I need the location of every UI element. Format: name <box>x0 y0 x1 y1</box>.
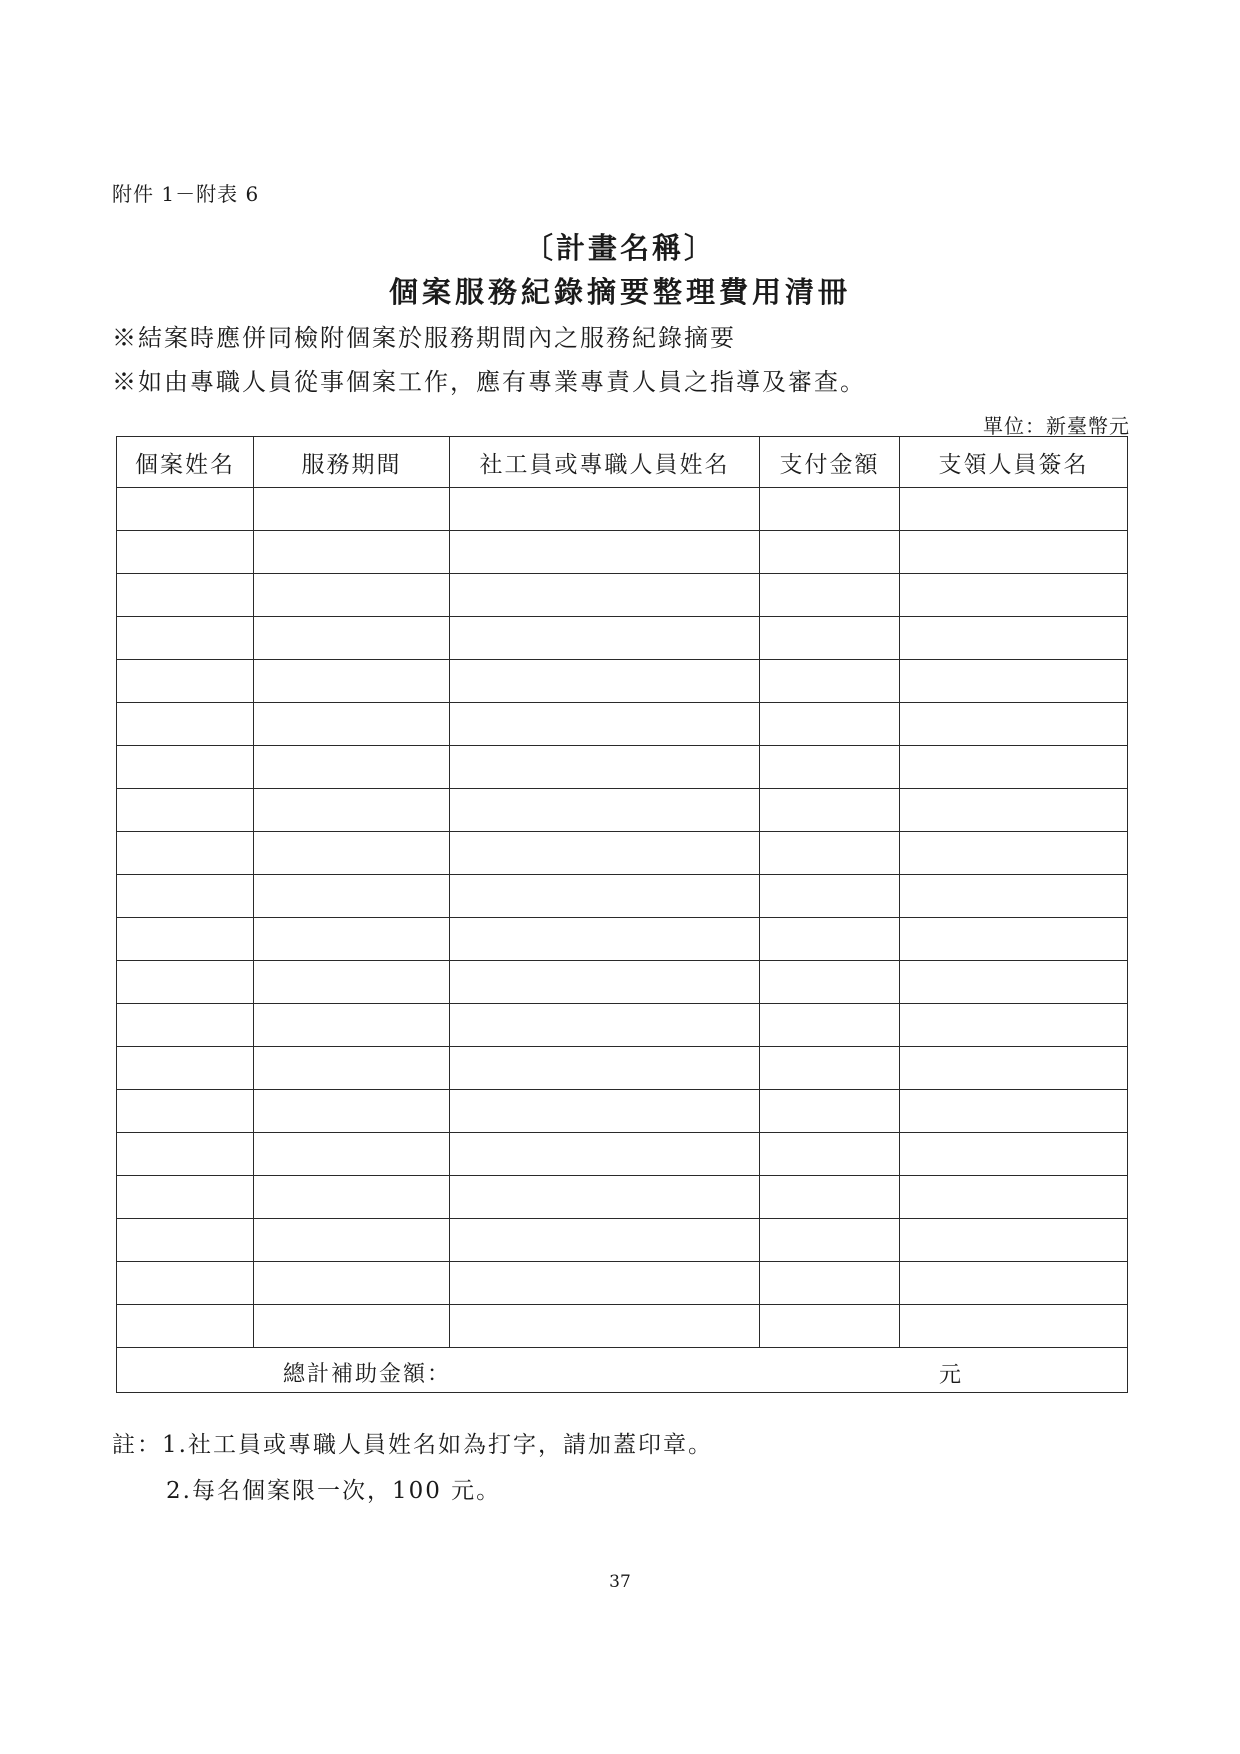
total-label: 總計補助金額： <box>283 1362 452 1387</box>
payment-amount-cell[interactable] <box>760 1047 900 1090</box>
footnote: 2.每名個案限一次，100 元。 <box>166 1478 502 1504</box>
signature-cell[interactable] <box>900 875 1128 918</box>
table-header-row <box>117 437 1128 488</box>
payment-amount-cell[interactable] <box>760 1090 900 1133</box>
service-period-cell[interactable] <box>254 617 450 660</box>
attachment-label: 附件 1－附表 6 <box>112 182 260 206</box>
case-name-cell[interactable] <box>117 961 254 1004</box>
payment-amount-cell[interactable] <box>760 703 900 746</box>
staff-name-cell[interactable] <box>450 1004 760 1047</box>
project-title: 〔計畫名稱〕 <box>523 231 716 265</box>
table-row <box>117 1090 1128 1133</box>
service-period-cell[interactable] <box>254 488 450 531</box>
signature-cell[interactable] <box>900 918 1128 961</box>
staff-name-cell[interactable] <box>450 488 760 531</box>
case-name-cell[interactable] <box>117 918 254 961</box>
table-row <box>117 789 1128 832</box>
table-row <box>117 1305 1128 1348</box>
case-name-cell[interactable] <box>117 746 254 789</box>
service-period-cell[interactable] <box>254 1305 450 1348</box>
table-row <box>117 1133 1128 1176</box>
service-period-cell[interactable] <box>254 660 450 703</box>
signature-cell[interactable] <box>900 832 1128 875</box>
payment-amount-cell[interactable] <box>760 746 900 789</box>
payment-amount-cell[interactable] <box>760 1133 900 1176</box>
staff-name-cell[interactable] <box>450 1047 760 1090</box>
signature-cell[interactable] <box>900 703 1128 746</box>
payment-amount-cell[interactable] <box>760 789 900 832</box>
signature-cell[interactable] <box>900 488 1128 531</box>
column-header-payment-amount: 支付金額 <box>760 437 900 488</box>
payment-amount-cell[interactable] <box>760 660 900 703</box>
case-name-cell[interactable] <box>117 1047 254 1090</box>
table-row <box>117 531 1128 574</box>
staff-name-cell[interactable] <box>450 918 760 961</box>
service-period-cell[interactable] <box>254 746 450 789</box>
table-row <box>117 660 1128 703</box>
case-name-cell[interactable] <box>117 1176 254 1219</box>
column-header-staff-name: 社工員或專職人員姓名 <box>450 437 760 488</box>
payment-amount-cell[interactable] <box>760 488 900 531</box>
service-period-cell[interactable] <box>254 1133 450 1176</box>
staff-name-cell[interactable] <box>450 531 760 574</box>
payment-amount-cell[interactable] <box>760 961 900 1004</box>
payment-amount-cell[interactable] <box>760 617 900 660</box>
service-period-cell[interactable] <box>254 1047 450 1090</box>
payment-amount-cell[interactable] <box>760 574 900 617</box>
service-period-cell[interactable] <box>254 1176 450 1219</box>
case-name-cell[interactable] <box>117 1133 254 1176</box>
signature-cell[interactable] <box>900 961 1128 1004</box>
service-period-cell[interactable] <box>254 1004 450 1047</box>
payment-amount-cell[interactable] <box>760 875 900 918</box>
service-period-cell[interactable] <box>254 1090 450 1133</box>
table-row <box>117 1047 1128 1090</box>
signature-cell[interactable] <box>900 1090 1128 1133</box>
payment-amount-cell[interactable] <box>760 531 900 574</box>
service-period-cell[interactable] <box>254 703 450 746</box>
total-cell <box>117 1348 1128 1393</box>
table-row <box>117 574 1128 617</box>
staff-name-cell[interactable] <box>450 617 760 660</box>
service-period-cell[interactable] <box>254 961 450 1004</box>
form-title: 個案服務紀錄摘要整理費用清冊 <box>388 275 851 309</box>
staff-name-cell[interactable] <box>450 1090 760 1133</box>
case-name-cell[interactable] <box>117 789 254 832</box>
table-row <box>117 746 1128 789</box>
signature-cell[interactable] <box>900 1004 1128 1047</box>
case-name-cell[interactable] <box>117 1090 254 1133</box>
table-row <box>117 1176 1128 1219</box>
table-row <box>117 1219 1128 1262</box>
staff-name-cell[interactable] <box>450 1176 760 1219</box>
page-number: 37 <box>609 1572 631 1592</box>
staff-name-cell[interactable] <box>450 1305 760 1348</box>
staff-name-cell[interactable] <box>450 703 760 746</box>
case-name-cell[interactable] <box>117 832 254 875</box>
total-row <box>117 1348 1128 1393</box>
case-name-cell[interactable] <box>117 574 254 617</box>
table-row <box>117 1004 1128 1047</box>
staff-name-cell[interactable] <box>450 875 760 918</box>
payment-amount-cell[interactable] <box>760 918 900 961</box>
table-row <box>117 703 1128 746</box>
table-body <box>117 488 1128 1393</box>
service-period-cell[interactable] <box>254 789 450 832</box>
signature-cell[interactable] <box>900 1305 1128 1348</box>
service-period-cell[interactable] <box>254 875 450 918</box>
case-name-cell[interactable] <box>117 617 254 660</box>
signature-cell[interactable] <box>900 1133 1128 1176</box>
staff-name-cell[interactable] <box>450 832 760 875</box>
table-row <box>117 488 1128 531</box>
signature-cell[interactable] <box>900 574 1128 617</box>
service-period-cell[interactable] <box>254 832 450 875</box>
staff-name-cell[interactable] <box>450 789 760 832</box>
service-period-cell[interactable] <box>254 531 450 574</box>
signature-cell[interactable] <box>900 1047 1128 1090</box>
staff-name-cell[interactable] <box>450 961 760 1004</box>
service-period-cell[interactable] <box>254 1262 450 1305</box>
staff-name-cell[interactable] <box>450 574 760 617</box>
staff-name-cell[interactable] <box>450 1219 760 1262</box>
column-header-service-period: 服務期間 <box>254 437 450 488</box>
case-name-cell[interactable] <box>117 531 254 574</box>
case-name-cell[interactable] <box>117 1004 254 1047</box>
service-period-cell[interactable] <box>254 1219 450 1262</box>
staff-name-cell[interactable] <box>450 660 760 703</box>
note-line: ※結案時應併同檢附個案於服務期間內之服務紀錄摘要 <box>112 324 736 352</box>
signature-cell[interactable] <box>900 617 1128 660</box>
note-line: ※如由專職人員從事個案工作，應有專業專責人員之指導及審查。 <box>112 368 866 396</box>
payment-amount-cell[interactable] <box>760 1219 900 1262</box>
payment-amount-cell[interactable] <box>760 1305 900 1348</box>
column-header-recipient-signature: 支領人員簽名 <box>900 437 1128 488</box>
payment-amount-cell[interactable] <box>760 1004 900 1047</box>
signature-cell[interactable] <box>900 1262 1128 1305</box>
case-name-cell[interactable] <box>117 1219 254 1262</box>
staff-name-cell[interactable] <box>450 1262 760 1305</box>
case-name-cell[interactable] <box>117 1305 254 1348</box>
service-period-cell[interactable] <box>254 918 450 961</box>
payment-amount-cell[interactable] <box>760 1262 900 1305</box>
case-name-cell[interactable] <box>117 875 254 918</box>
total-unit: 元 <box>939 1363 964 1388</box>
table-row <box>117 961 1128 1004</box>
case-name-cell[interactable] <box>117 660 254 703</box>
table-row <box>117 1262 1128 1305</box>
table-row <box>117 918 1128 961</box>
signature-cell[interactable] <box>900 746 1128 789</box>
case-name-cell[interactable] <box>117 1262 254 1305</box>
table-row <box>117 617 1128 660</box>
staff-name-cell[interactable] <box>450 1133 760 1176</box>
payment-amount-cell[interactable] <box>760 1176 900 1219</box>
case-name-cell[interactable] <box>117 703 254 746</box>
signature-cell[interactable] <box>900 789 1128 832</box>
payment-amount-cell[interactable] <box>760 832 900 875</box>
expense-table <box>116 436 1128 1393</box>
case-name-cell[interactable] <box>117 488 254 531</box>
signature-cell[interactable] <box>900 1176 1128 1219</box>
signature-cell[interactable] <box>900 1219 1128 1262</box>
column-header-case-name: 個案姓名 <box>117 437 254 488</box>
signature-cell[interactable] <box>900 660 1128 703</box>
staff-name-cell[interactable] <box>450 746 760 789</box>
unit-label: 單位：新臺幣元 <box>983 414 1130 438</box>
table-row <box>117 832 1128 875</box>
signature-cell[interactable] <box>900 531 1128 574</box>
service-period-cell[interactable] <box>254 574 450 617</box>
table-row <box>117 875 1128 918</box>
footnote: 註：1.社工員或專職人員姓名如為打字，請加蓋印章。 <box>112 1432 713 1458</box>
